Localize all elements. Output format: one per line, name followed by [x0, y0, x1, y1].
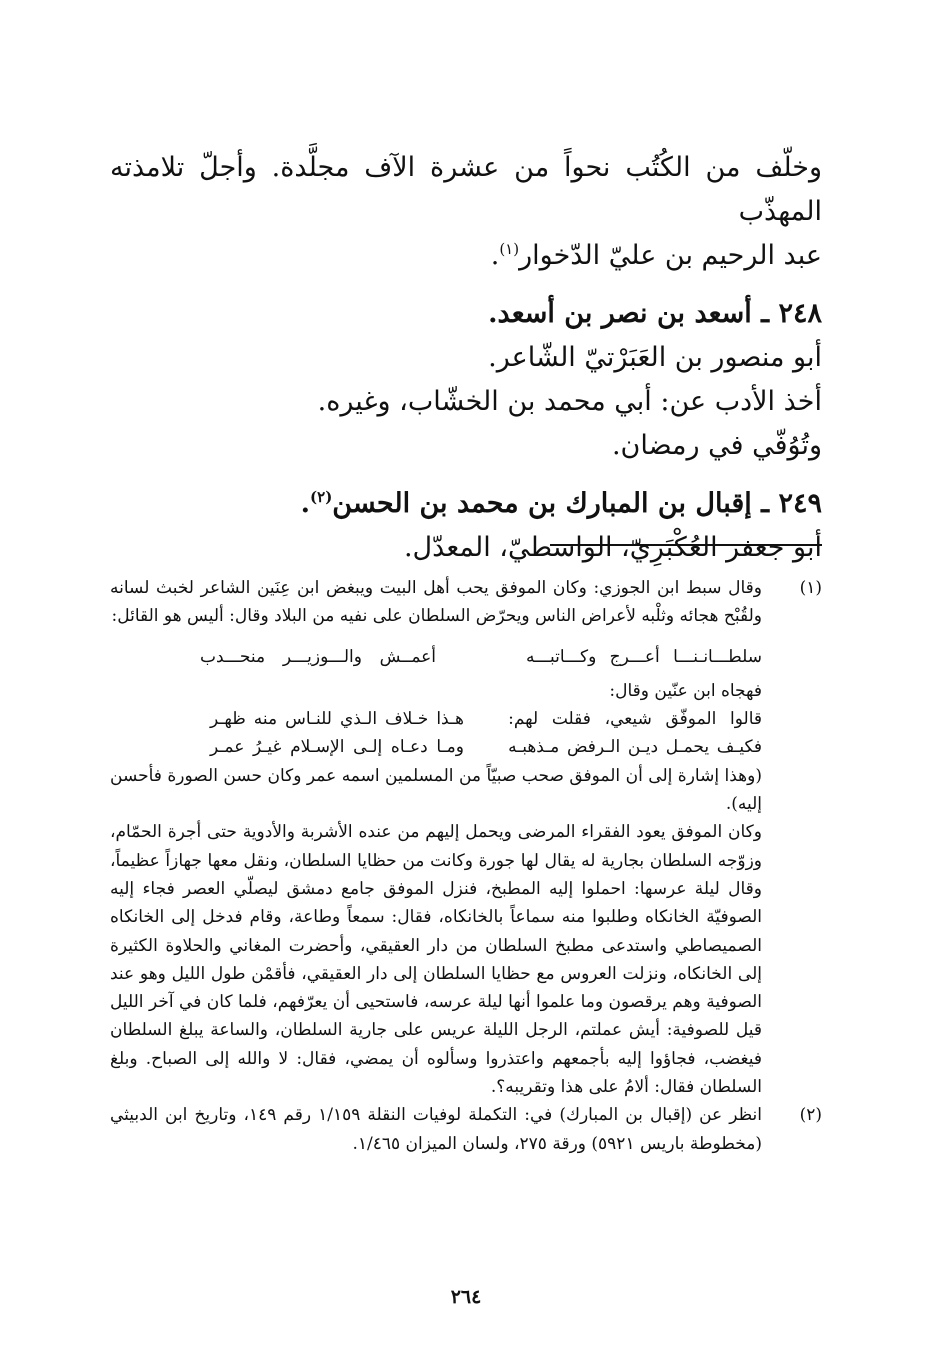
verse-hemistich: سلطـــانـنـــا أعـــرج وكـــاتبـــه: [525, 646, 762, 667]
footnote-number: (٢): [799, 1105, 822, 1126]
entry-248: [110, 292, 822, 468]
footnote-2: [110, 1101, 822, 1158]
verse-hemistich: أعمــش والـــوزيـــر منحـــدب: [200, 646, 437, 667]
footnote-paragraph: وكان الموفق يعود الفقراء المرضى ويحمل إليهم من عنده الأشربة والأدوية حتى أجرة الحمّام، وزوّجه السلطان بجارية له يقال لها جورة وكانت من حظايا السلطان، ونقل معها جهازاً عظيماً، وقال ليلة عرسها: احملوا إليه المطبخ، فنزل الموفق جامع دمشق ليصلّي العصر فجاء إليه الصوفيّة الخانكاه وطلبوا منه سماعاً بالخانكاه، فقال: سمعاً وطاعة، وقام فدخل إلى الخانكاه الصميصاطي واستدعى مطبخ السلطان من دار العقيقي، وأحضرت المغاني والحلاوة الكثيرة إلى الخانكاه، ونزلت العروس مع حظايا السلطان إلى دار العقيقي، فأقمْن طول الليل وهو عند الصوفية وهم يرقصون وما علموا أنها ليلة عرسه، فاستحيى أن يعرّفهم، فلما كان في آخر الليل قيل للصوفية: أيش عملتم، الرجل الليلة عريس على جارية السلطان، والساعة يبلغ السلطان فيغضب، فجاؤوا إليه بأجمعهم واعتذروا وسألوه أن يمضي، فقال: لا والله إلى الصباح. وبلغ السلطان فقال: ألامُ على هذا وتقريبه؟.: [110, 822, 762, 1098]
footnote-1: [110, 574, 822, 1101]
entry-line: أبو جعفر العُكْبَرِيّ، الواسطيّ، المعدّل.: [403, 532, 822, 563]
intro-line-1: وخلّف من الكُتُب نحواً من عشرة الآف مجلَّدة. وأجلّ تلامذته المهذّب: [110, 152, 822, 227]
verse-hemistich: ومـا دعـاه إلـى الإسـلام غيـرُ عمـر: [210, 737, 464, 758]
main-text: [110, 146, 822, 570]
entry-249: [110, 482, 822, 570]
verse-line: [110, 733, 762, 761]
footnotes: [110, 574, 822, 1158]
intro-line-2: [110, 234, 822, 278]
intro-line-2-text: عبد الرحيم بن عليّ الدّخوار: [519, 240, 822, 271]
entry-heading-end: .: [300, 488, 311, 519]
verse-hemistich: فكيـف يحمـل ديـن الـرفض مـذهبـه: [508, 737, 762, 758]
verse-hemistich: هـذا خـلاف الـذي للنـاس منه ظهـر: [210, 709, 464, 730]
footnote-paragraph: وقال سبط ابن الجوزي: وكان الموفق يحب أهل البيت ويبغض ابن عِنَين الشاعر لخبث لسانه ولقُبْح هجائه وثلْبه لأعراض الناس ويحرّض السلطان على نفيه من البلاد وقال: أليس هو القائل:: [110, 578, 762, 627]
entry-heading: [110, 482, 822, 526]
entry-heading-text: ٢٤٩ ـ إقبال بن المبارك بن محمد بن الحسن: [332, 488, 822, 519]
footnote-ref-1[interactable]: (١): [499, 240, 520, 258]
footnote-paragraph: انظر عن (إقبال بن المبارك) في: التكملة لوفيات النقلة ١/١٥٩ رقم ١٤٩، وتاريخ ابن الدبيثي (مخطوطة باريس ٥٩٢١) ورقة ٢٧٥، ولسان الميزان ١/٤٦٥.: [110, 1105, 763, 1154]
verse-line: [110, 631, 762, 677]
footnote-number: (١): [799, 578, 822, 598]
footnote-paragraph: فهجاه ابن عنّين وقال:: [609, 680, 762, 701]
verse-hemistich: قالوا الموفّق شيعي، فقلت لهم:: [508, 709, 762, 730]
entry-line: أخذ الأدب عن: أبي محمد بن الخشّاب، وغيره.: [317, 386, 822, 417]
entry-line: أبو منصور بن العَبَرْتيّ الشّاعر.: [488, 342, 822, 373]
verse-line: [110, 705, 762, 733]
footnote-ref-2[interactable]: (٢): [310, 488, 333, 506]
page-number: ٢٦٤: [450, 1286, 482, 1308]
entry-line: وتُوُفّي في رمضان.: [611, 430, 822, 461]
footnote-separator: [550, 544, 822, 546]
intro-line-2-end: .: [490, 240, 500, 271]
footnote-paragraph: (وهذا إشارة إلى أن الموفق صحب صبيّاً من المسلمين اسمه عمر وكان حسن الصورة فأحسن إليه).: [110, 765, 762, 815]
entry-heading: ٢٤٨ ـ أسعد بن نصر بن أسعد.: [488, 298, 822, 329]
